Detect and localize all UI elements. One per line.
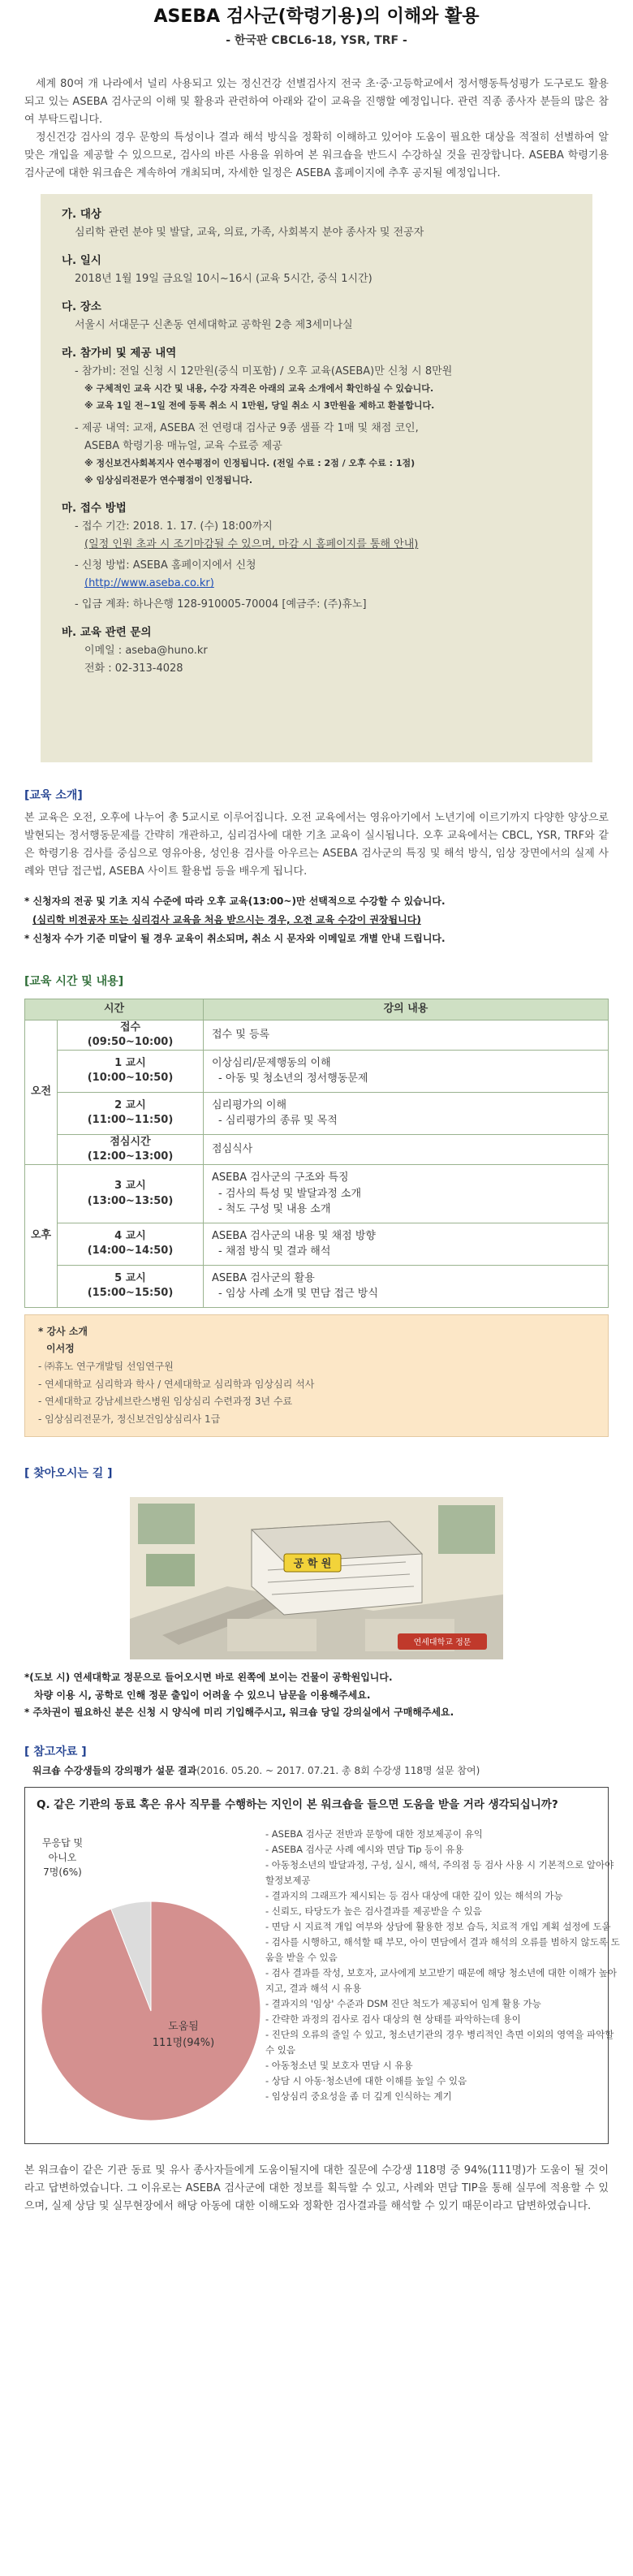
location-caption-2: 차량 이용 시, 공학로 인해 정문 출입이 어려울 수 있으니 남문을 이용해주세요. (34, 1689, 371, 1701)
education-note-3: * 신청자 수가 기준 미달이 될 경우 교육이 취소되며, 취소 시 문자와 이메일로 개별 안내 드립니다. (24, 932, 446, 944)
schedule-time-cell (58, 1050, 204, 1092)
schedule-table (24, 999, 609, 1308)
survey-question: Q. 같은 기관의 동료 혹은 유사 직무를 수행하는 지인이 본 워크숍을 들으면 도움을 받을 거라 생각되십니까? (37, 1798, 558, 1812)
fee-note-1: ※ 구체적인 교육 시간 및 내용, 수강 자격은 아래의 교육 소개에서 확인하실 수 있습니다. (84, 383, 434, 395)
schedule-row (25, 1092, 609, 1134)
schedule-row (25, 1134, 609, 1164)
intro-paragraph-2: 정신건강 검사의 경우 문항의 특성이나 결과 해석 방식을 정확히 이해하고 있어야 도움이 필요한 대상을 적절히 선별하여 알맞은 개입을 제공할 수 있으므로, 검사의 바른 사용을 위하여 본 워크숍을 반드시 수강하실 것을 권장합니다. ASEBA 학령기용 검사군에 대한 워크숍은 계속하여 개최되며, 자세한 일정은 ASEBA 홈페이지에 추후 공지될 예정입니다. (24, 131, 609, 180)
apply-method: - 신청 방법: ASEBA 홈페이지에서 신청 (75, 559, 256, 572)
schedule-col-content: 강의 내용 (204, 999, 609, 1020)
place-body: 서울시 서대문구 신촌동 연세대학교 공학원 2층 제3세미나실 (75, 319, 353, 332)
location-caption-3: * 주차권이 필요하신 분은 신청 시 양식에 미리 기입해주시고, 워크숍 당일 강의실에서 구매해주세요. (24, 1707, 454, 1719)
schedule-header-row (25, 999, 609, 1020)
reference-subtitle-rest: (2016. 05.20. ~ 2017. 07.21. 총 8회 수강생 118명 설문 참여) (196, 1764, 480, 1776)
survey-reason-item: - 면담 시 지료적 개입 여부와 상담에 활용한 정보 습득, 치료적 개입 계획 설정에 도움 (265, 1920, 611, 1932)
lecturer-heading: * 강사 소개 (38, 1325, 88, 1337)
schedule-row (25, 1050, 609, 1092)
location-heading: [ 찾아오시는 길 ] (24, 1467, 113, 1481)
apply-link-row (84, 575, 571, 593)
survey-reason-item: - 간략한 과정의 검사로 검사 대상의 현 상태를 파악하는데 용이 (265, 2013, 521, 2025)
page-title: ASEBA 검사군(학령기용)의 이해와 활용 (153, 6, 480, 27)
schedule-content-line: 심리평가의 이해 (212, 1098, 287, 1111)
contact-heading: 바. 교육 관련 문의 (62, 626, 152, 640)
reference-subtitle-bold: 워크숍 수강생들의 강의평가 설문 결과 (32, 1764, 197, 1776)
schedule-content-line: ASEBA 검사군의 활용 (212, 1271, 315, 1284)
survey-conclusion: 본 워크숍이 같은 기관 동료 및 유사 종사자들에게 도움이될지에 대한 질문에 수강생 118명 중 94%(111명)가 도움이 될 것이라고 답변하였습니다. 그 이유로는 ASEBA 검사군에 대한 정보를 획득할 수 있고, 사례와 면담 TIP을 통해 실무에 적용할 수 있으며, 실제 상담 및 실무현장에서 해당 아동에 대한 이해도와 정확한 검사결과를 해석할 수 있기 때문이라고 답변하였습니다. (24, 2164, 609, 2213)
schedule-time-cell (58, 1223, 204, 1265)
schedule-time-range: (13:00~13:50) (87, 1194, 174, 1207)
map-label-building: 공 학 원 (293, 1558, 332, 1571)
target-heading: 가. 대상 (62, 208, 101, 222)
fee-note-2: ※ 교육 1일 전~1일 전에 등록 취소 시 1만원, 당일 취소 시 3만원을 제하고 환불합니다. (84, 400, 435, 412)
pie-label-no-1: 무응답 및 (41, 1837, 84, 1849)
schedule-row (25, 1223, 609, 1265)
schedule-time-cell (58, 1165, 204, 1223)
schedule-content-line: - 척도 구성 및 내용 소개 (218, 1203, 331, 1216)
info-box (41, 194, 592, 762)
schedule-content-cell (204, 1092, 609, 1134)
schedule-period: 점심시간 (110, 1135, 151, 1148)
date-body: 2018년 1월 19일 금요일 10시~16시 (교육 5시간, 중식 1시간) (75, 273, 372, 286)
lecturer-item: - ㈜휴노 연구개발팀 선임연구원 (38, 1360, 174, 1372)
schedule-content-line: - 아동 및 청소년의 정서행동문제 (218, 1072, 368, 1085)
schedule-time-cell (58, 1092, 204, 1134)
date-heading: 나. 일시 (62, 254, 101, 268)
schedule-row (25, 1165, 609, 1223)
schedule-content-cell (204, 1134, 609, 1164)
survey-reason-item: - 상담 시 아동·청소년에 대한 이해를 높일 수 있음 (265, 2074, 467, 2086)
apply-period: - 접수 기간: 2018. 1. 17. (수) 18:00까지 (75, 520, 273, 533)
schedule-content-line: - 임상 사례 소개 및 면담 접근 방식 (218, 1288, 378, 1301)
schedule-content-cell (204, 1223, 609, 1265)
apply-account: - 입금 계좌: 하나은행 128-910005-70004 [예금주: (주)휴노] (75, 598, 367, 611)
fee-line-1: - 참가비: 전일 신청 시 12만원(중식 미포함) / 오후 교육(ASEBA)만 신청 시 8만원 (75, 365, 453, 378)
schedule-content-line: 점심식사 (212, 1143, 253, 1156)
schedule-period: 접수 (119, 1020, 141, 1033)
survey-reason-item: - 아동청소년 및 보호자 면담 시 유용 (265, 2059, 413, 2071)
schedule-period: 3 교시 (114, 1180, 146, 1193)
page-subtitle: - 한국판 CBCL6-18, YSR, TRF - (226, 33, 407, 47)
schedule-time-cell (58, 1134, 204, 1164)
fee-line-2: - 제공 내역: 교재, ASEBA 전 연령대 검사군 9종 샘플 각 1매 및 채점 코인, (75, 422, 419, 435)
survey-reason-item: - 결과지의 그래프가 제시되는 등 검사 대상에 대한 깊이 있는 해석의 가능 (265, 1889, 563, 1901)
survey-reason-item: - 검사 결과를 작성, 보호자, 교사에게 보고받기 때문에 해당 청소년에 대한 이해가 높아지고, 결과 해석 시 유용 (265, 1966, 618, 1994)
lecturer-item: - 연세대학교 심리학과 학사 / 연세대학교 심리학과 임상심리 석사 (38, 1378, 315, 1390)
survey-reason-item: - 진단의 오류의 줄일 수 있고, 청소년기관의 경우 병리적인 측면 이외의 영역을 파악할 수 있음 (265, 2028, 614, 2056)
target-body: 심리학 관련 분야 및 발달, 교육, 의료, 가족, 사회복지 분야 종사자 및 전공자 (75, 227, 424, 239)
schedule-content-cell (204, 1265, 609, 1307)
schedule-content-cell (204, 1050, 609, 1092)
map-label-gate: 연세대학교 정문 (413, 1638, 472, 1648)
schedule-content-cell (204, 1020, 609, 1050)
education-notes (24, 892, 609, 947)
survey-reason-item: - ASEBA 검사군 전반과 문항에 대한 정보제공이 유익 (265, 1828, 483, 1840)
pie-label-yes: 도움됨 (168, 2021, 199, 2034)
survey-reason-item: - 검사를 시행하고, 해석할 때 부모, 아이 면담에서 결과 해석의 오류를 범하지 않도록 도움을 받을 수 있음 (265, 1935, 620, 1963)
place-heading: 다. 장소 (62, 300, 101, 314)
schedule-time-cell (58, 1265, 204, 1307)
schedule-period: 4 교시 (114, 1230, 146, 1243)
location-caption-1: *(도보 시) 연세대학교 정문으로 들어오시면 바로 왼쪽에 보이는 건물이 공학원입니다. (24, 1672, 393, 1684)
campus-map-illustration (130, 1497, 503, 1659)
fee-note-4: ※ 임상심리전문가 연수평점이 인정됩니다. (84, 475, 253, 486)
pie-label-yes-value: 111명(94%) (152, 2037, 215, 2050)
intro-text (24, 76, 609, 183)
pie-label-no-value: 7명(6%) (43, 1866, 82, 1879)
schedule-time-cell (58, 1020, 204, 1050)
survey-pie-chart (33, 1820, 269, 2137)
schedule-time-range: (14:00~14:50) (87, 1245, 174, 1258)
survey-reason-item: - 아동청소년의 발달과정, 구성, 실시, 해석, 주의점 등 검사 사용 시 기본적으로 알아야 할정보제공 (265, 1859, 614, 1886)
schedule-content-line: - 검사의 특성 및 발달과정 소개 (218, 1187, 362, 1200)
schedule-period: 5 교시 (114, 1272, 146, 1285)
contact-phone: 전화 : 02-313-4028 (84, 662, 183, 675)
lecturer-name: 이서정 (46, 1343, 75, 1355)
fee-note-3: ※ 정신보건사회복지사 연수평점이 인정됩니다. (전일 수료 : 2점 / 오후 수료 : 1점) (84, 458, 416, 469)
schedule-time-range: (11:00~11:50) (87, 1114, 174, 1127)
schedule-row (25, 1265, 609, 1307)
schedule-time-range: (09:50~10:00) (87, 1035, 174, 1048)
schedule-heading: [교육 시간 및 내용] (24, 974, 124, 988)
apply-heading: 마. 접수 방법 (62, 502, 127, 516)
schedule-part-am: 오전 (25, 1020, 58, 1165)
education-intro-heading: [교육 소개] (24, 789, 83, 803)
location-caption (24, 1669, 609, 1722)
campus-map-image (130, 1497, 503, 1659)
schedule-part-pm: 오후 (25, 1165, 58, 1308)
education-note-1: * 신청자의 전공 및 기초 지식 수준에 따라 오후 교육(13:00~)만 선택적으로 수강할 수 있습니다. (24, 895, 446, 908)
reference-heading: [ 참고자료 ] (24, 1745, 87, 1758)
education-note-2: (심리학 비전공자 또는 심리검사 교육을 처음 받으시는 경우, 오전 교육 수강이 권장됩니다) (32, 914, 421, 926)
intro-paragraph-1: 세계 80여 개 나라에서 널리 사용되고 있는 정신건강 선별검사지 전국 초·중·고등학교에서 정서행동특성평가 도구로도 활용되고 있는 ASEBA 검사군의 이해 및 활용과 관련하여 아래와 같이 교육을 진행할 예정입니다. 관련 직종 종사자 분들의 많은 참여 부탁드립니다. (24, 77, 609, 126)
survey-reason-item: - 신뢰도, 타당도가 높은 검사결과를 제공받을 수 있음 (265, 1905, 482, 1917)
schedule-content-cell (204, 1165, 609, 1223)
schedule-period: 1 교시 (114, 1057, 146, 1070)
aseba-homepage-link[interactable]: (http://www.aseba.co.kr) (84, 577, 214, 590)
fee-heading: 라. 참가비 및 제공 내역 (62, 347, 177, 360)
lecturer-box (24, 1314, 609, 1438)
survey-reasons-list (265, 1827, 622, 2104)
schedule-body (25, 1020, 609, 1307)
reference-subtitle (32, 1763, 609, 1779)
schedule-content-line: 이상심리/문제행동의 이해 (212, 1056, 331, 1069)
lecturer-item: - 연세대학교 강남세브란스병원 임상심리 수련과정 3년 수료 (38, 1396, 293, 1408)
apply-period-note: (일정 인원 초과 시 조기마감될 수 있으며, 마감 시 홈페이지를 통해 안내) (84, 538, 419, 551)
schedule-content-line: 접수 및 등록 (212, 1028, 270, 1041)
schedule-time-range: (12:00~13:00) (87, 1150, 174, 1163)
schedule-col-time: 시간 (25, 999, 204, 1020)
schedule-content-line: ASEBA 검사군의 구조와 특징 (212, 1171, 349, 1184)
schedule-period: 2 교시 (114, 1099, 146, 1112)
lecturer-items (38, 1358, 595, 1428)
education-intro-text: 본 교육은 오전, 오후에 나누어 총 5교시로 이루어집니다. 오전 교육에서는 영유아기에서 노년기에 이르기까지 다양한 양상으로 발현되는 정서행동문제를 간략히 개관하고, 심리검사에 대한 기초 교육이 실시됩니다. 오후 교육에서는 CBCL, YSR, TRF와 같은 학령기용 검사를 중심으로 영유아용, 성인용 검사를 아우르는 ASEBA 검사군의 특징 및 해석 방식, 임상 장면에서의 실제 사례와 면담 접근법, ASEBA 사이트 활용법 등을 배우게 됩니다. (24, 811, 609, 878)
survey-reason-item: - 결과지의 '임상' 수준과 DSM 진단 척도가 제공되어 임계 활용 가능 (265, 1997, 541, 2009)
schedule-content-line: - 심리평가의 종류 및 목적 (218, 1115, 338, 1128)
schedule-content-line: - 채점 방식 및 결과 해석 (218, 1245, 331, 1258)
survey-box (24, 1787, 620, 2144)
fee-line-3: ASEBA 학령기용 매뉴얼, 교육 수료증 제공 (84, 440, 282, 453)
lecturer-item: - 임상심리전문가, 정신보건임상심리사 1급 (38, 1413, 221, 1425)
contact-email[interactable]: 이메일 : aseba@huno.kr (84, 645, 208, 658)
schedule-row (25, 1020, 609, 1050)
pie-label-no-2: 아니오 (48, 1852, 77, 1864)
survey-reason-item: - ASEBA 검사군 사례 예시와 면담 Tip 등이 유용 (265, 1844, 464, 1856)
schedule-time-range: (10:00~10:50) (87, 1072, 174, 1085)
schedule-time-range: (15:00~15:50) (87, 1287, 174, 1300)
schedule-content-line: ASEBA 검사군의 내용 및 채점 방향 (212, 1229, 376, 1242)
survey-reason-item: - 임상심리 중요성을 좀 더 깊게 인식하는 계기 (265, 2090, 452, 2102)
